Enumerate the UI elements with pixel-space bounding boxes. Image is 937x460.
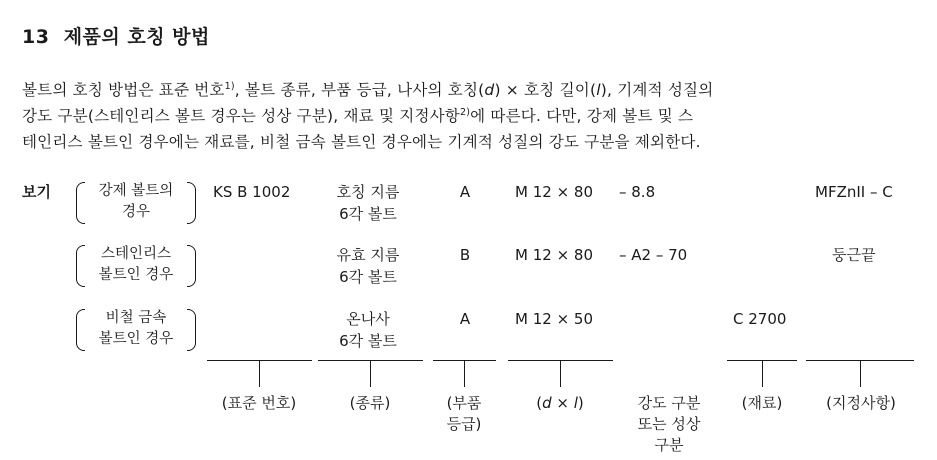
paragraph-text: ) × 호칭 길이( xyxy=(494,81,597,99)
variable-l: l xyxy=(596,81,601,99)
category-text: 강제 볼트의 xyxy=(98,183,174,199)
product-grade: A xyxy=(459,183,471,201)
category-text: 스테인리스 xyxy=(100,246,172,262)
body-paragraph xyxy=(22,77,922,155)
bolt-type xyxy=(318,244,418,288)
material: C 2700 xyxy=(733,310,787,328)
category-bracket-steel xyxy=(76,182,196,224)
paragraph-line-1 xyxy=(22,77,922,103)
paragraph-text: 볼트의 호칭 방법은 표준 번호 xyxy=(22,81,225,99)
bolt-type-line: 6각 볼트 xyxy=(339,332,397,350)
bracket-tick-grade xyxy=(464,360,465,387)
bolt-type-line: 온나사 xyxy=(346,310,390,328)
legend-strength xyxy=(614,393,724,456)
section-heading xyxy=(22,22,210,49)
category-bracket-nonferrous xyxy=(76,309,196,351)
bolt-type-line: 호칭 지름 xyxy=(336,183,400,201)
footnote-ref-2: 2) xyxy=(459,107,471,118)
example-label: 보기 xyxy=(22,183,51,201)
strength-class: – 8.8 xyxy=(619,183,656,201)
thread-size: M 12 × 50 xyxy=(515,310,593,328)
product-grade: B xyxy=(459,246,471,264)
paragraph-text: , 볼트 종류, 부품 등급, 나사의 호칭( xyxy=(234,81,485,99)
legend-grade-line: 등급) xyxy=(446,415,482,433)
bolt-type-line: 6각 볼트 xyxy=(339,205,397,223)
legend-times: × xyxy=(551,394,574,412)
bolt-type-line: 유효 지름 xyxy=(336,246,400,264)
designation: MFZnII – C xyxy=(815,183,893,201)
bolt-type xyxy=(318,181,418,225)
legend-standard: (표준 번호) xyxy=(221,394,297,412)
thread-size: M 12 × 80 xyxy=(515,183,593,201)
legend-designation: (지정사항) xyxy=(826,394,896,412)
product-grade: A xyxy=(459,310,471,328)
variable-d: d xyxy=(484,81,495,99)
property-class: – A2 – 70 xyxy=(619,246,688,264)
legend-grade-line: (부품 xyxy=(446,394,482,412)
category-text: 경우 xyxy=(121,204,150,220)
paragraph-text: ), 기계적 성질의 xyxy=(600,81,714,99)
legend-strength-line: 강도 구분 xyxy=(637,394,701,412)
thread-size: M 12 × 80 xyxy=(515,246,593,264)
legend-paren: ( xyxy=(536,394,543,412)
bracket-tick-type xyxy=(370,360,371,387)
bolt-type-line: 6각 볼트 xyxy=(339,268,397,286)
category-text: 볼트인 경우 xyxy=(98,331,174,347)
legend-paren: ) xyxy=(577,394,584,412)
section-number: 13 xyxy=(22,26,50,48)
bracket-tick-designation xyxy=(860,360,861,387)
legend-variable-l: l xyxy=(573,394,578,412)
designation: 둥근끝 xyxy=(832,246,876,264)
section-title: 제품의 호칭 방법 xyxy=(63,26,210,48)
bracket-tick-standard xyxy=(259,360,260,387)
legend-type: (종류) xyxy=(349,394,391,412)
standard-number: KS B 1002 xyxy=(213,183,291,201)
category-bracket-stainless xyxy=(76,245,196,287)
bracket-tick-material xyxy=(762,360,763,387)
bracket-tick-thread xyxy=(560,360,561,387)
category-text: 볼트인 경우 xyxy=(98,267,174,283)
paragraph-line-2 xyxy=(22,103,922,129)
legend-material: (재료) xyxy=(741,394,783,412)
legend-thread xyxy=(506,393,614,414)
paragraph-text: 에 따른다. 다만, 강제 볼트 및 스 xyxy=(470,107,694,125)
legend-strength-line: 구분 xyxy=(654,436,684,454)
category-text: 비철 금속 xyxy=(105,310,167,326)
legend-grade xyxy=(430,393,498,435)
bolt-type xyxy=(318,308,418,352)
paragraph-text: 강도 구분(스테인리스 볼트 경우는 성상 구분), 재료 및 지정사항 xyxy=(22,107,460,125)
legend-variable-d: d xyxy=(542,394,552,412)
paragraph-line-3: 테인리스 볼트인 경우에는 재료를, 비철 금속 볼트인 경우에는 기계적 성질의 강도 구분을 제외한다. xyxy=(22,133,701,151)
legend-strength-line: 또는 성상 xyxy=(637,415,701,433)
footnote-ref-1: 1) xyxy=(224,81,235,92)
